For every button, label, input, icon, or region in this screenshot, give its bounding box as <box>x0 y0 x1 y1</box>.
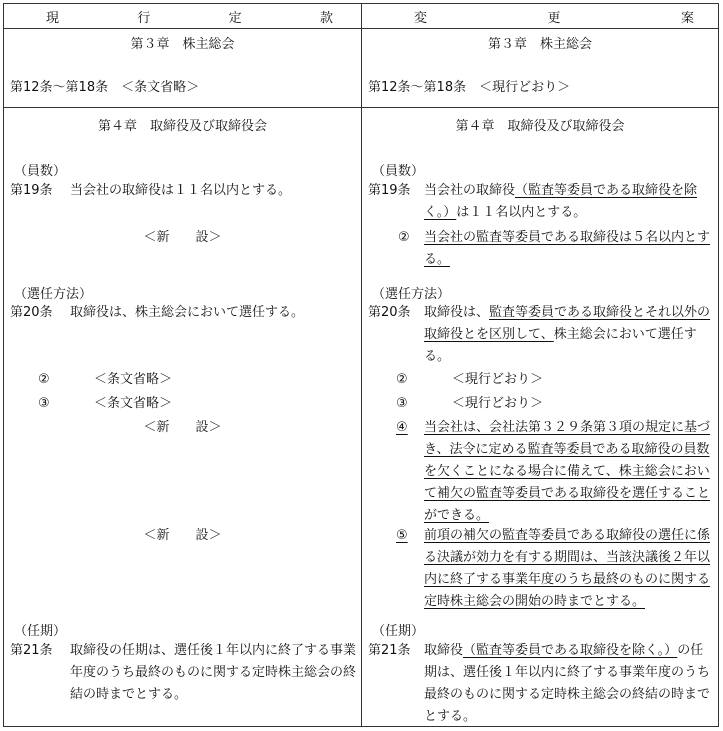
article-text <box>424 640 714 728</box>
article-text: 取締役は、株主総会において選任する。 <box>70 305 305 320</box>
amended-text: 前項の補欠の監査等委員である取締役の選任に係る決議が効力を有する期間は、当該決議後２年以内に終了する事業年度のうち最終のものに関する定時株主総会の開始の時までとする。 <box>424 528 711 609</box>
chapter3-title-proposed: 第３章 株主総会 <box>487 37 592 52</box>
paragraph-text: ＜現行どおり＞ <box>452 396 544 411</box>
text-segment: 株主総会において選任する。 <box>424 327 697 364</box>
paragraph-text: ＜条文省略＞ <box>94 372 173 387</box>
paragraph-number: ② <box>398 230 410 245</box>
article20-caption-current: （選任方法） <box>14 287 93 302</box>
paragraph-text: ＜現行どおり＞ <box>452 372 544 387</box>
article-text <box>424 302 714 368</box>
article21-caption-current: （任期） <box>14 624 67 639</box>
header-divider <box>4 28 718 29</box>
text-segment: は１１名以内とする。 <box>456 205 587 220</box>
chapter4-title-proposed: 第４章 取締役及び取締役会 <box>455 119 625 134</box>
header-proposed <box>362 4 718 28</box>
text-segment: の任期は、選任後１年以内に終了する事業年度のうち最終のものに関する定時株主総会の終結の時までとする。 <box>424 643 711 724</box>
amended-text: （監査等委員である取締役を除く。） <box>424 183 698 220</box>
article-text: 取締役の任期は、選任後１年以内に終了する事業年度のうち最終のものに関する定時株主総会の終結の時までとする。 <box>70 643 357 702</box>
article-text <box>424 180 714 224</box>
paragraph-number: ④ <box>396 420 408 435</box>
new-placeholder: ＜新 設＞ <box>143 230 222 245</box>
text-segment: 取締役は、 <box>424 305 490 320</box>
article-number: 第19条 <box>368 183 411 198</box>
articles-12-18-current: 第12条～第18条 ＜条文省略＞ <box>10 80 200 95</box>
article20-caption-proposed: （選任方法） <box>372 287 451 302</box>
paragraph-number: ② <box>38 372 50 387</box>
paragraph-number: ③ <box>396 396 408 411</box>
article-number: 第19条 <box>10 183 53 198</box>
amended-text: 当会社の監査等委員である取締役は５名以内とする。 <box>424 230 711 267</box>
chapter3-title-current: 第３章 株主総会 <box>130 37 235 52</box>
text-segment: 当会社の取締役 <box>424 183 516 198</box>
article-number: 第21条 <box>368 643 411 658</box>
paragraph-text: ＜条文省略＞ <box>94 396 173 411</box>
header-char: 案 <box>680 10 694 26</box>
article19-caption-proposed: （員数） <box>372 164 425 179</box>
paragraph-number: ⑤ <box>396 528 408 543</box>
paragraph-number: ③ <box>38 396 50 411</box>
amended-text: 当会社は、会社法第３２９条第３項の規定に基づき、法令に定める監査等委員である取締役の員数を欠くことになる場合に備えて、株主総会において補欠の監査等委員である取締役を選任することができる。 <box>424 420 711 523</box>
chapter4-title-current: 第４章 取締役及び取締役会 <box>97 119 267 134</box>
paragraph-number: ② <box>396 372 408 387</box>
article-number: 第20条 <box>368 305 411 320</box>
column-divider <box>361 4 362 726</box>
amendment-comparison-table <box>3 3 719 727</box>
amended-text: （監査等委員である取締役を除く。） <box>463 643 678 658</box>
new-placeholder: ＜新 設＞ <box>143 420 222 435</box>
header-char: 行 <box>137 10 151 26</box>
article19-caption-current: （員数） <box>14 164 67 179</box>
header-char: 変 <box>414 10 428 26</box>
header-current <box>4 4 361 28</box>
new-placeholder: ＜新 設＞ <box>143 528 222 543</box>
article-number: 第20条 <box>10 305 53 320</box>
chapter-divider <box>4 107 718 108</box>
header-char: 現 <box>46 10 60 26</box>
amended-text: 監査等委員である取締役とそれ以外の取締役とを区別して、 <box>424 305 711 342</box>
header-char: 款 <box>319 10 333 26</box>
text-segment: 取締役 <box>424 643 464 658</box>
article21-caption-proposed: （任期） <box>372 624 425 639</box>
header-char: 更 <box>547 10 561 26</box>
articles-12-18-proposed: 第12条～第18条 ＜現行どおり＞ <box>368 80 571 95</box>
article-number: 第21条 <box>10 643 53 658</box>
article-text: 当会社の取締役は１１名以内とする。 <box>70 183 292 198</box>
header-char: 定 <box>228 10 242 26</box>
